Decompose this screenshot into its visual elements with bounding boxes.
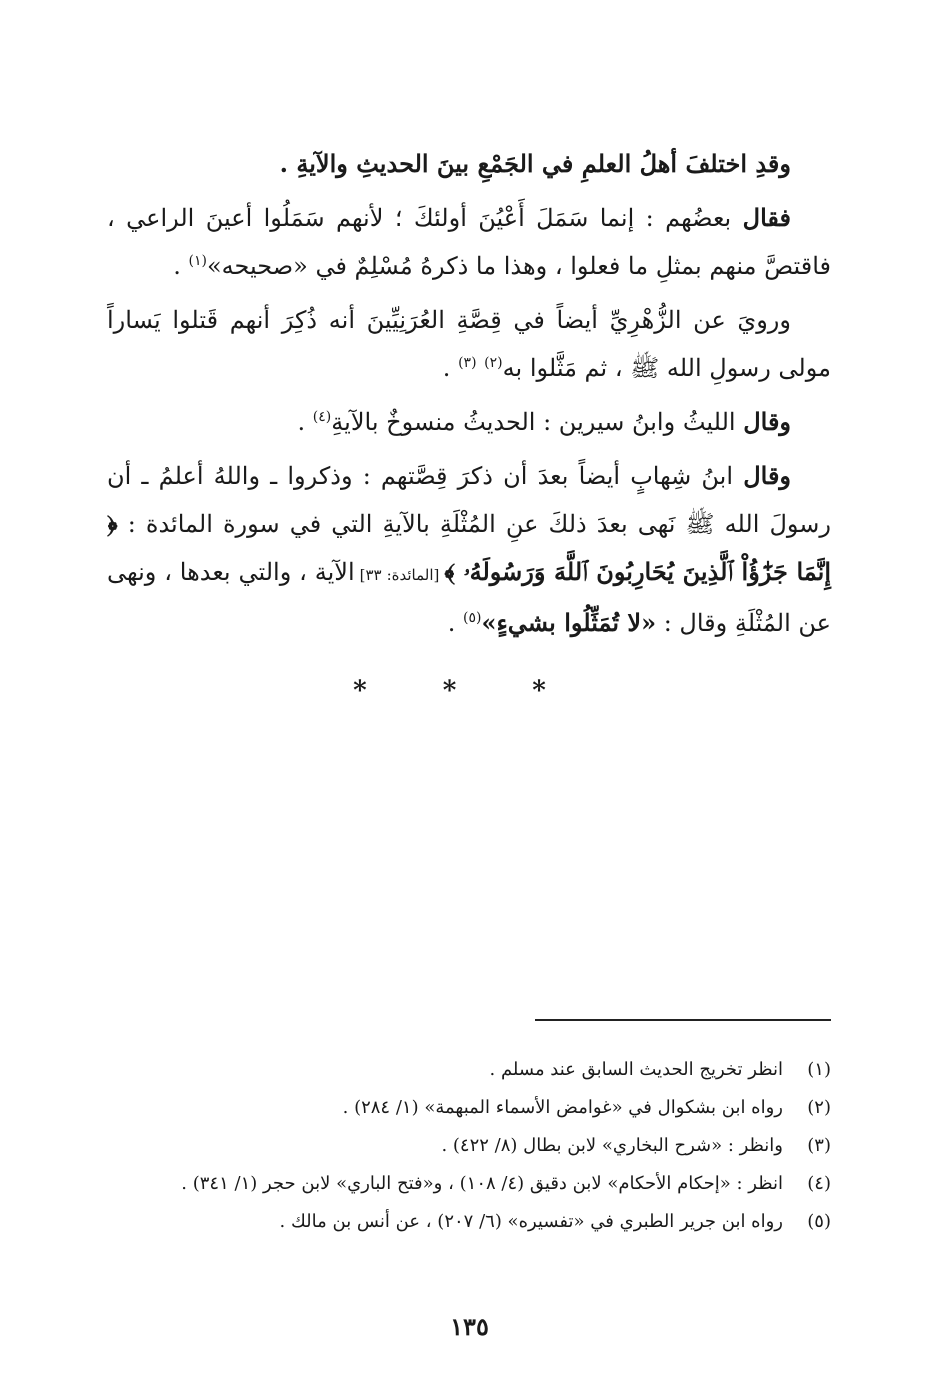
page-number: ١٣٥ [450,1312,489,1341]
paragraph-4-text: الليثُ وابنُ سيرين : الحديثُ منسوخٌ بالآيةِ [331,408,744,436]
footnote-item [107,1204,831,1240]
paragraph-5-text-part1: ابنُ شِهابٍ أيضاً بعدَ أن ذكرَ قِصَّتهم : وذكروا ـ واللهُ أعلمُ ـ أن رسولَ الله ﷺ نَهى بعدَ ذلكَ عنِ المُثْلَةِ بالآيةِ التي في سورة المائدة : [107,462,831,538]
hadith-quote: «لا تُمَثِّلُوا بشيءٍ» [481,608,657,637]
paragraph-4 [107,398,831,446]
paragraph-2-lead: فقال [742,203,791,232]
footnote-ref-4[interactable]: (٤) [312,409,332,425]
footnote-item [107,1052,831,1088]
paragraph-5 [107,452,831,647]
paragraph-3-text: ورويَ عن الزُّهْرِيِّ أيضاً في قِصَّةِ العُرَنِيِّينَ أنه ذُكِرَ أنهم قَتلوا يَساراً مولى رسولِ الله ﷺ ، ثم مَثَّلوا به [107,306,831,382]
footnote-item [107,1128,831,1164]
footnote-text: انظر : «إحكام الأحكام» لابن دقيق (٤/ ١٠٨) ، و«فتح الباري» لابن حجر (١/ ٣٤١) . [181,1173,783,1194]
footnote-ref-1[interactable]: (١) [188,253,207,269]
paragraph-5-lead: وقال [743,461,791,490]
footnote-item [107,1090,831,1126]
section-divider-stars [0,676,939,706]
footnote-separator-line [535,1019,831,1021]
star-ornament: * [532,676,586,706]
star-ornament: * [353,676,407,706]
footnote-text: رواه ابن بشكوال في «غوامض الأسماء المبهمة» (١/ ٢٨٤) . [342,1097,783,1118]
paragraph-1 [107,140,831,188]
paragraph-1-text: وقدِ اختلفَ أهلُ العلمِ في الجَمْعِ بينَ الحديثِ والآيةِ . [279,149,791,178]
footnote-text: وانظر : «شرح البخاري» لابن بطال (٨/ ٤٢٢) . [441,1135,783,1156]
quran-verse: ﴿ إِنَّمَا جَزَٰٓؤُاْ ٱلَّذِينَ يُحَارِبُونَ ٱللَّهَ وَرَسُولَهُۥ ﴾ [107,509,831,586]
footnote-number: (٤) [807,1173,831,1194]
paragraph-4-lead: وقال [743,407,791,436]
footnotes-section [107,1052,831,1242]
footnote-item [107,1166,831,1202]
footnote-ref-2[interactable]: (٢) [484,355,503,371]
paragraph-3-end: . [442,354,459,382]
paragraph-2-end: . [173,252,189,280]
paragraph-2-text: بعضُهم : إنما سَمَلَ أَعْيُنَ أولئكَ ؛ لأنهم سَمَلُوا أعينَ الراعي ، فاقتصَّ منهم بمثلِ ما فعلوا ، وهذا ما ذكرهُ مُسْلِمٌ في «صحيحه» [107,204,831,280]
footnote-number: (٥) [807,1211,831,1232]
paragraph-2 [107,194,831,290]
main-text-body [107,140,831,653]
paragraph-5-text-part2: الآية ، والتي بعدها ، ونهى عن المُثْلَةِ وقال : [107,558,831,637]
footnote-text: انظر تخريج الحديث السابق عند مسلم . [489,1059,783,1080]
verse-reference: [المائدة: ٣٣] [354,566,445,584]
paragraph-3 [107,296,831,392]
footnote-number: (٢) [807,1097,831,1118]
footnote-text: رواه ابن جرير الطبري في «تفسيره» (٦/ ٢٠٧) ، عن أنس بن مالك . [279,1211,783,1232]
footnote-number: (٣) [807,1135,831,1156]
footnote-number: (١) [807,1059,831,1080]
footnote-ref-3[interactable]: (٣) [458,355,477,371]
paragraph-4-end: . [297,408,313,436]
star-ornament: * [442,676,497,706]
paragraph-5-end: . [447,609,464,637]
footnote-ref-5[interactable]: (٥) [463,610,482,626]
